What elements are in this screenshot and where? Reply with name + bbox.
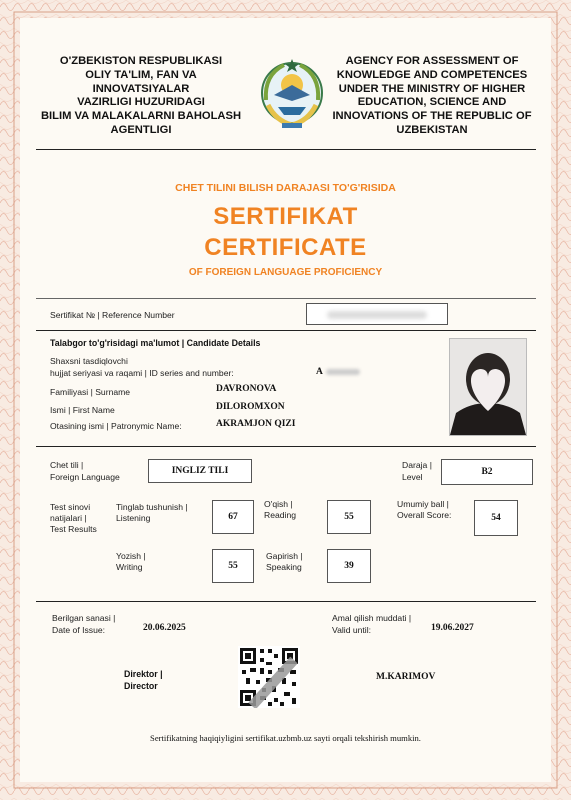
first-name-label: Ismi | First Name — [50, 405, 115, 415]
patronymic-label: Otasining ismi | Patronymic Name: — [50, 421, 182, 431]
header-left-line: OLIY TA'LIM, FAN VA INNOVATSIYALAR — [85, 68, 197, 95]
header-right-line: AGENCY FOR ASSESSMENT OF — [345, 55, 519, 67]
writing-score-field — [212, 549, 254, 583]
reading-score-field — [327, 500, 371, 534]
listening-score-field — [212, 500, 254, 534]
patronymic-value: AKRAMJON QIZI — [216, 419, 296, 429]
overall-label-line: Umumiy ball | — [397, 499, 449, 509]
redacted-id — [326, 369, 360, 375]
reference-divider — [36, 330, 536, 331]
level-label-line2: Level — [402, 472, 423, 482]
header-divider — [36, 149, 536, 150]
language-field — [148, 459, 252, 483]
test-results-label-line: Test sinovi — [50, 502, 91, 512]
test-results-label-line: Test Results — [50, 524, 97, 534]
director-label-line2: Director — [124, 681, 158, 691]
listening-label-line: Tinglab tushunish | — [116, 502, 188, 512]
issue-date-label-line1: Berilgan sanasi | — [52, 613, 116, 623]
language-label-line1: Chet tili | — [50, 460, 84, 470]
director-label-line1: Direktor | — [124, 669, 163, 679]
surname-label: Familiyasi | Surname — [50, 387, 131, 397]
language-value: INGLIZ TILI — [171, 466, 229, 476]
id-label-line1: Shaxsni tasdiqlovchi — [50, 356, 128, 366]
header-left-line: O'ZBEKISTON RESPUBLIKASI — [59, 55, 223, 67]
issue-date-label-line2: Date of Issue: — [52, 625, 106, 635]
valid-until-value: 19.06.2027 — [431, 623, 474, 633]
level-value: B2 — [481, 467, 493, 477]
header-right-line: KNOWLEDGE AND COMPETENCES — [336, 68, 528, 81]
header-left — [36, 55, 246, 138]
speaking-score: 39 — [344, 561, 354, 571]
header-right-line: EDUCATION, SCIENCE AND — [357, 96, 507, 109]
listening-label-line: Listening — [116, 513, 151, 523]
overall-score-field — [474, 500, 518, 536]
test-results-label-line: natijalari | — [50, 513, 87, 523]
reading-score: 55 — [344, 512, 354, 522]
writing-label-line: Writing — [116, 562, 143, 572]
header-right-line: UNDER THE MINISTRY OF HIGHER — [338, 82, 526, 95]
reading-label-line: O'qish | — [264, 499, 293, 509]
first-name-value: DILOROMXON — [216, 402, 285, 412]
language-label-line2: Foreign Language — [50, 472, 120, 482]
candidate-photo — [449, 338, 527, 436]
certificate-title-en: CERTIFICATE — [204, 234, 367, 261]
overall-label — [397, 499, 451, 521]
director-name: M.KARIMOV — [376, 672, 436, 682]
title-divider — [36, 298, 536, 299]
overall-label-line: Overall Score: — [397, 510, 452, 520]
state-emblem-icon — [256, 55, 328, 135]
qr-code-icon[interactable] — [238, 646, 300, 708]
level-field — [441, 459, 533, 485]
speaking-label — [266, 551, 303, 573]
verification-note: Sertifikatning haqiqiyligini sertifikat.uzbmb.uz sayti orqali tekshirish mumkin. — [150, 733, 421, 743]
id-label-line2: hujjat seriyasi va raqami | ID series and number: — [50, 368, 234, 378]
header-left-line: VAZIRLIGI HUZURIDAGI — [77, 96, 205, 109]
header-left-line: BILIM VA MALAKALARNI BAHOLASH — [40, 110, 242, 123]
writing-label — [116, 551, 146, 573]
listening-score: 67 — [228, 512, 238, 522]
reading-label — [264, 499, 296, 521]
test-results-label — [50, 502, 97, 535]
results-divider — [36, 601, 536, 602]
certificate-subtitle-bottom: OF FOREIGN LANGUAGE PROFICIENCY — [188, 267, 383, 278]
writing-score: 55 — [228, 561, 238, 571]
photo-placeholder-icon — [450, 339, 526, 435]
header-right-line: UZBEKISTAN — [396, 123, 468, 136]
reference-number-field — [306, 303, 448, 325]
id-value: A — [316, 367, 323, 377]
certificate-title-uz: SERTIFIKAT — [213, 203, 358, 230]
header-right-line: INNOVATIONS OF THE REPUBLIC OF — [332, 110, 532, 123]
header-left-line: AGENTLIGI — [110, 123, 172, 136]
issue-date-value: 20.06.2025 — [143, 623, 186, 633]
header-right — [332, 55, 532, 138]
certificate-subtitle-top: CHET TILINI BILISH DARAJASI TO'G'RISIDA — [175, 182, 396, 194]
valid-until-label-line2: Valid until: — [332, 625, 372, 635]
reference-label: Sertifikat № | Reference Number — [50, 310, 175, 320]
candidate-divider — [36, 446, 536, 447]
candidate-section-label: Talabgor to'g'risidagi ma'lumot | Candidate Details — [50, 338, 261, 348]
level-label-line1: Daraja | — [402, 460, 432, 470]
writing-label-line: Yozish | — [116, 551, 146, 561]
reading-label-line: Reading — [264, 510, 297, 520]
speaking-score-field — [327, 549, 371, 583]
speaking-label-line: Speaking — [266, 562, 302, 572]
listening-label — [116, 502, 188, 524]
overall-score: 54 — [491, 513, 501, 523]
redacted-reference — [327, 311, 427, 319]
surname-value: DAVRONOVA — [216, 384, 277, 394]
speaking-label-line: Gapirish | — [266, 551, 303, 561]
valid-until-label-line1: Amal qilish muddati | — [332, 613, 412, 623]
